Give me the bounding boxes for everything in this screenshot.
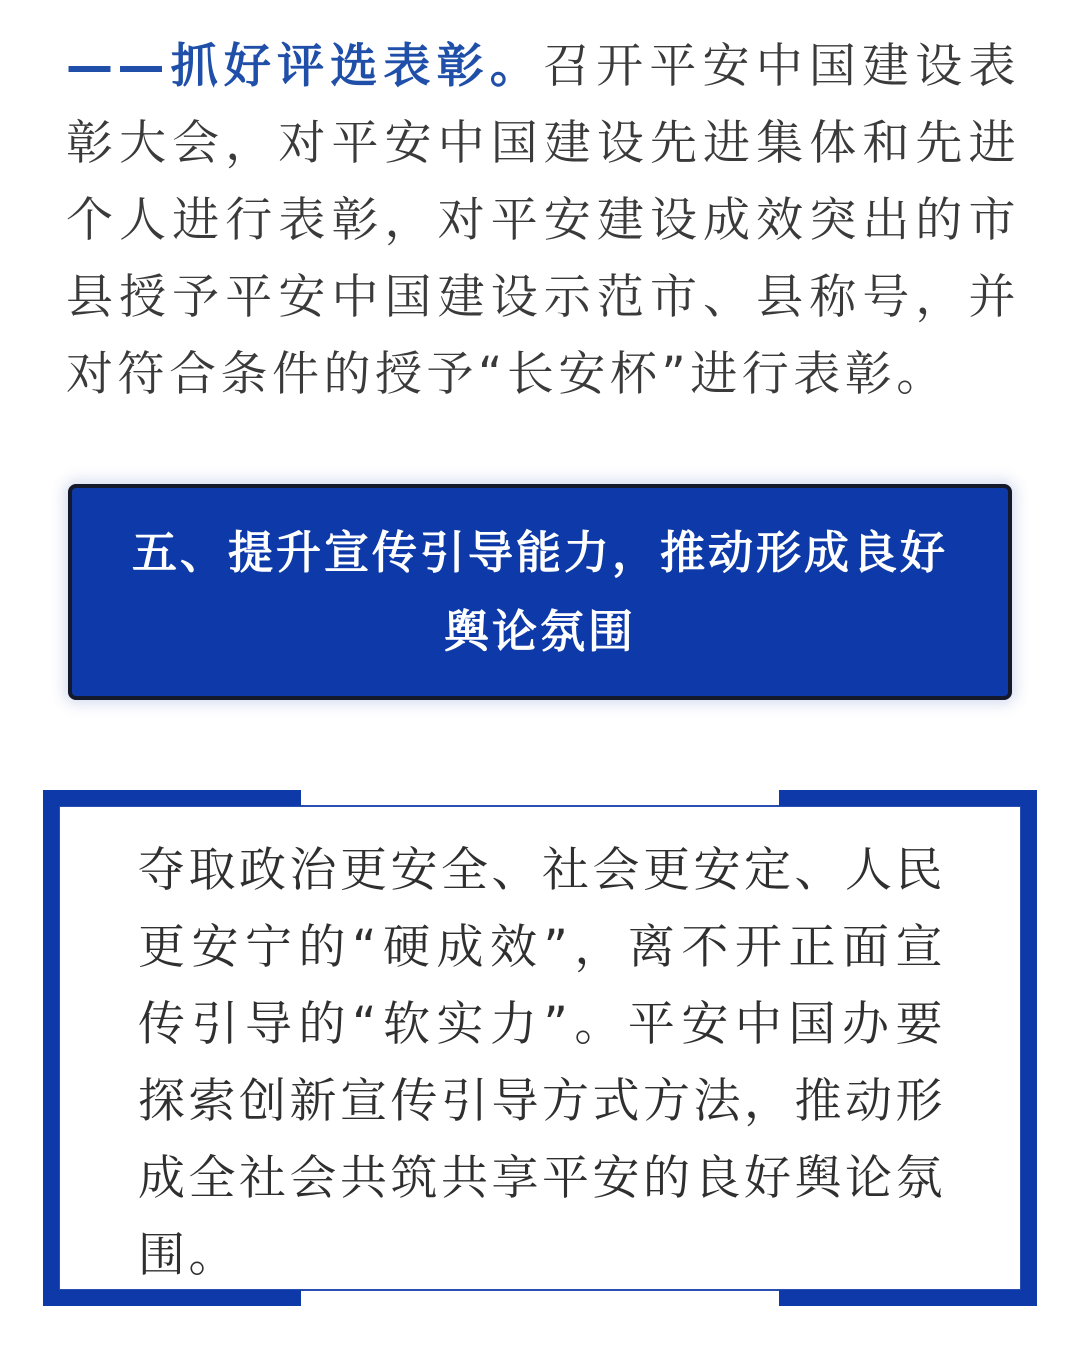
section-heading-box	[68, 484, 1012, 700]
frame-side-right	[1021, 790, 1037, 1306]
quote-text: 夺取政治更安全、社会更安定、人民更安宁的“硬成效”，离不开正面宣传引导的“软实力”。平安中国办要探索创新宣传引导方式方法，推动形成全社会共筑共享平安的良好舆论氛围。	[138, 843, 946, 1283]
intro-body-text: 召开平安中国建设表彰大会，对平安中国建设先进集体和先进个人进行表彰，对平安建设成效突出的市县授予平安中国建设示范市、县称号，并对符合条件的授予“长安杯”进行表彰。	[66, 39, 1020, 402]
intro-paragraph	[66, 28, 1020, 413]
quote-frame	[43, 790, 1037, 1306]
frame-corner-top-left	[43, 790, 301, 806]
intro-lead-heading: ——抓好评选表彰。	[66, 39, 543, 94]
frame-side-left	[43, 790, 59, 1306]
frame-corner-top-right	[779, 790, 1037, 806]
section-title: 五、提升宣传引导能力，推动形成良好舆论氛围	[131, 526, 948, 658]
